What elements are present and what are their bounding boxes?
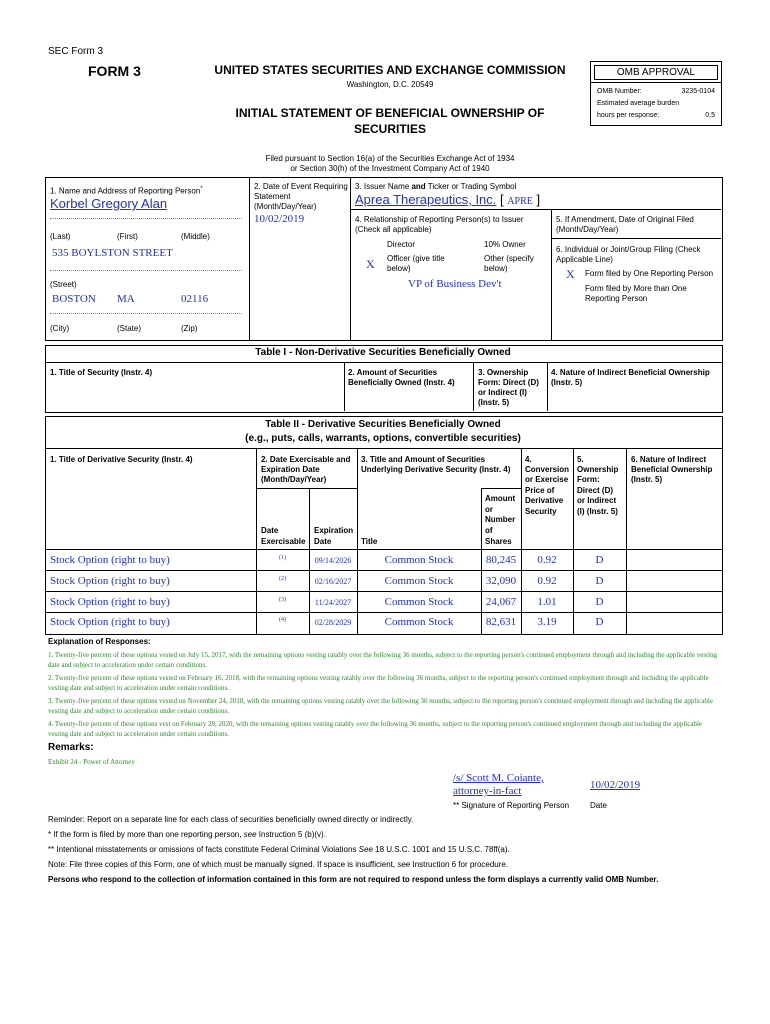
row2-expiration: 02/16/2027 <box>314 577 352 586</box>
row1-price: 0.92 <box>537 554 557 566</box>
officer-checkbox-mark[interactable]: X <box>366 257 375 271</box>
zip-label: (Zip) <box>181 324 198 333</box>
issuer-name-link[interactable]: Aprea Therapeutics, Inc. <box>355 192 497 207</box>
box2-label-1: 2. Date of Event Requiring <box>254 182 348 191</box>
row2-footnote-ref[interactable]: (2) <box>279 576 286 582</box>
box6-label-2: Applicable Line) <box>556 255 613 264</box>
table2-h4e: Derivative <box>525 496 564 505</box>
table2-h2c: (Month/Day/Year) <box>261 475 327 484</box>
expiration-h2: Date <box>314 537 332 546</box>
issuer-line: Aprea Therapeutics, Inc. [ APRE ] <box>355 192 541 207</box>
box3-label: 3. Issuer Name and Ticker or Trading Symbol <box>355 182 517 191</box>
double-star-note: ** Intentional misstatements or omissions of facts constitute Federal Criminal Violations See 18 U.S.C. 1001 and 15 U.S.C. 78ff(a). <box>48 845 510 854</box>
agency-title: UNITED STATES SECURITIES AND EXCHANGE COMMISSION <box>214 63 566 77</box>
box4-label-1: 4. Relationship of Reporting Person(s) to Issuer <box>355 215 524 224</box>
table2-h2b: Expiration Date <box>261 465 320 474</box>
row1-title: Common Stock <box>384 554 454 566</box>
explanation-title: Explanation of Responses: <box>48 637 151 646</box>
zip-value: 02116 <box>181 293 209 305</box>
table2-title-2: (e.g., puts, calls, warrants, options, convertible securities) <box>245 433 521 444</box>
title-h: Title <box>361 537 378 546</box>
box4-label-2: (Check all applicable) <box>355 225 432 234</box>
row1-shares: 80,245 <box>485 554 517 566</box>
row4-title: Common Stock <box>384 616 454 628</box>
table2-h4d: Price of <box>525 486 555 495</box>
event-date: 10/02/2019 <box>254 213 305 225</box>
multiple-persons-label-2: Reporting Person <box>585 294 648 303</box>
city-label: (City) <box>50 324 70 333</box>
footnote-2: 2. Twenty-five percent of these options vested on February 16, 2018, with the remaining options vesting ratably over the following 36 months, subject to the reporting person's continued employment through and including the applicable vesting date and subject to acceleration under certain conditions. <box>48 674 709 692</box>
row4-security: Stock Option (right to buy) <box>50 616 170 628</box>
row3-form: D <box>595 596 604 608</box>
one-person-label: Form filed by One Reporting Person <box>585 269 714 278</box>
table2-h1: 1. Title of Derivative Security (Instr. 4) <box>50 455 193 464</box>
row3-footnote-ref[interactable]: (3) <box>279 597 286 603</box>
table1-h4b: (Instr. 5) <box>551 378 583 387</box>
amount-h5: Shares <box>485 537 512 546</box>
table2-h5e: or Indirect <box>577 496 617 505</box>
row4-expiration: 02/28/2029 <box>314 618 352 627</box>
reporting-person-name[interactable]: Korbel Gregory Alan <box>50 196 168 211</box>
row1-security: Stock Option (right to buy) <box>50 554 170 566</box>
street-value: 535 BOYLSTON STREET <box>52 247 173 259</box>
row4-form: D <box>595 616 604 628</box>
table2-title-1: Table II - Derivative Securities Beneficially Owned <box>265 419 501 430</box>
statement-title-line2: SECURITIES <box>353 122 426 136</box>
agency-city: Washington, D.C. 20549 <box>346 80 434 89</box>
table1-title: Table I - Non-Derivative Securities Beneficially Owned <box>255 347 511 358</box>
state-value: MA <box>117 293 135 305</box>
row2-security: Stock Option (right to buy) <box>50 575 170 587</box>
state-label: (State) <box>117 324 142 333</box>
reminder-text: Reminder: Report on a separate line for each class of securities beneficially owned directly or indirectly. <box>48 815 414 824</box>
sec-form-label: SEC Form 3 <box>48 46 104 57</box>
omb-number: 3235-0104 <box>681 88 715 95</box>
date-exercisable-h2: Exercisable <box>261 537 306 546</box>
officer-label-2: below) <box>387 264 411 273</box>
table1-h3d: (Instr. 5) <box>478 398 510 407</box>
table1-h2a: 2. Amount of Securities <box>348 368 438 377</box>
table2-h6b: Beneficial Ownership <box>631 465 713 474</box>
footnote-3: 3. Twenty-five percent of these options vested on November 24, 2018, with the remaining options vesting ratably over the following 36 months, subject to the reporting person's continued employment through and including the applicable vesting date and subject to acceleration under certain conditions. <box>48 697 713 715</box>
table1-h3c: or Indirect (I) <box>478 388 527 397</box>
officer-label-1: Officer (give title <box>387 254 445 263</box>
amount-h2: or <box>485 505 493 514</box>
remarks-title: Remarks: <box>48 742 94 753</box>
row1-footnote-ref[interactable]: (1) <box>279 555 286 561</box>
box2-label-2: Statement <box>254 192 291 201</box>
row2-title: Common Stock <box>384 575 454 587</box>
footnote-4: 4. Twenty-five percent of these options vest on February 28, 2020, with the remaining options vesting ratably over the following 36 months, subject to the reporting person's continued employment through and including the applicable vesting date and subject to acceleration under certain conditions. <box>48 720 703 738</box>
remarks-text: Exhibit 24 - Power of Attorney <box>48 758 135 766</box>
table2-h5d: Direct (D) <box>577 486 614 495</box>
table2-h6c: (Instr. 5) <box>631 475 663 484</box>
omb-persons-note: Persons who respond to the collection of information contained in this form are not required to respond unless the form displays a currently valid OMB Number. <box>48 875 659 884</box>
table2-h3b: Underlying Derivative Security (Instr. 4) <box>361 465 511 474</box>
filed-pursuant-2: or Section 30(h) of the Investment Company Act of 1940 <box>290 164 490 173</box>
expiration-h1: Expiration <box>314 526 354 535</box>
copies-note: Note: File three copies of this Form, one of which must be manually signed. If space is insufficient, see Instruction 6 for procedure. <box>48 860 509 869</box>
city-value: BOSTON <box>52 293 96 305</box>
ten-percent-owner-label: 10% Owner <box>484 240 526 249</box>
signature[interactable]: /s/ Scott M. Coiante, attorney-in-fact <box>453 772 544 797</box>
ticker-symbol: APRE <box>507 196 533 207</box>
row1-expiration: 09/14/2026 <box>314 556 352 565</box>
box5-label-2: (Month/Day/Year) <box>556 225 619 234</box>
box6-label-1: 6. Individual or Joint/Group Filing (Check <box>556 245 701 254</box>
officer-title: VP of Business Dev't <box>408 278 502 290</box>
omb-number-label: OMB Number: <box>597 88 642 95</box>
one-person-checkbox-mark[interactable]: X <box>566 267 575 281</box>
table1-h4a: 4. Nature of Indirect Beneficial Ownership <box>551 368 710 377</box>
box5-label-1: 5. If Amendment, Date of Original Filed <box>556 215 694 224</box>
date-exercisable-h1: Date <box>261 526 279 535</box>
star-note: * If the form is filed by more than one reporting person, see Instruction 5 (b)(v). <box>48 830 326 839</box>
row2-form: D <box>595 575 604 587</box>
omb-burden-label: Estimated average burden <box>597 100 680 107</box>
form-label: FORM 3 <box>88 63 141 79</box>
table2-h5f: (I) (Instr. 5) <box>577 507 618 516</box>
director-label: Director <box>387 240 416 249</box>
table2-h4f: Security <box>525 507 557 516</box>
table2-h5b: Ownership <box>577 465 619 474</box>
omb-hours-label: hours per response: <box>597 112 660 119</box>
box1-label: 1. Name and Address of Reporting Person* <box>50 186 203 196</box>
row4-footnote-ref[interactable]: (4) <box>279 617 286 623</box>
amount-h3: Number <box>485 515 516 524</box>
table2-h5a: 5. <box>577 455 584 464</box>
other-label-1: Other (specify <box>484 254 534 263</box>
omb-title: OMB APPROVAL <box>594 65 718 80</box>
table2-h4c: or Exercise <box>525 475 569 484</box>
table2-h4b: Conversion <box>525 465 570 474</box>
table2-h5c: Form: <box>577 475 600 484</box>
statement-title-line1: INITIAL STATEMENT OF BENEFICIAL OWNERSHIP OF <box>235 106 545 120</box>
row3-expiration: 11/24/2027 <box>314 598 352 607</box>
multiple-persons-label-1: Form filed by More than One <box>585 284 687 293</box>
row4-shares: 82,631 <box>485 616 517 628</box>
row3-security: Stock Option (right to buy) <box>50 596 170 608</box>
signature-label: ** Signature of Reporting Person <box>453 801 570 810</box>
table1-h1: 1. Title of Security (Instr. 4) <box>50 368 153 377</box>
street-label: (Street) <box>50 280 77 289</box>
row3-shares: 24,067 <box>485 596 517 608</box>
box2-label-3: (Month/Day/Year) <box>254 202 317 211</box>
middle-label: (Middle) <box>181 232 210 241</box>
omb-approval-box <box>590 61 722 126</box>
table2-h6a: 6. Nature of Indirect <box>631 455 707 464</box>
row2-price: 0.92 <box>537 575 557 587</box>
row1-form: D <box>595 554 604 566</box>
filed-pursuant-1: Filed pursuant to Section 16(a) of the Securities Exchange Act of 1934 <box>265 154 515 163</box>
table2-h4a: 4. <box>525 455 532 464</box>
omb-hours: 0.5 <box>705 112 715 119</box>
table2-h2a: 2. Date Exercisable and <box>261 455 351 464</box>
first-label: (First) <box>117 232 138 241</box>
row3-price: 1.01 <box>537 596 557 608</box>
table1-h3b: Form: Direct (D) <box>478 378 539 387</box>
other-label-2: below) <box>484 264 508 273</box>
last-label: (Last) <box>50 232 71 241</box>
amount-h1: Amount <box>485 494 516 503</box>
table1-h2b: Beneficially Owned (Instr. 4) <box>348 378 455 387</box>
signature-date[interactable]: 10/02/2019 <box>590 779 641 791</box>
amount-h4: of <box>485 526 493 535</box>
table2-h3a: 3. Title and Amount of Securities <box>361 455 486 464</box>
footnote-1: 1. Twenty-five percent of these options vested on July 15, 2017, with the remaining options vesting ratably over the following 36 months, subject to the reporting person's continued employment through and including the applicable vesting date and subject to acceleration under certain conditions. <box>48 651 718 669</box>
row3-title: Common Stock <box>384 596 454 608</box>
row4-price: 3.19 <box>537 616 557 628</box>
table1-h3a: 3. Ownership <box>478 368 529 377</box>
row2-shares: 32,090 <box>485 575 517 587</box>
date-label: Date <box>590 801 607 810</box>
